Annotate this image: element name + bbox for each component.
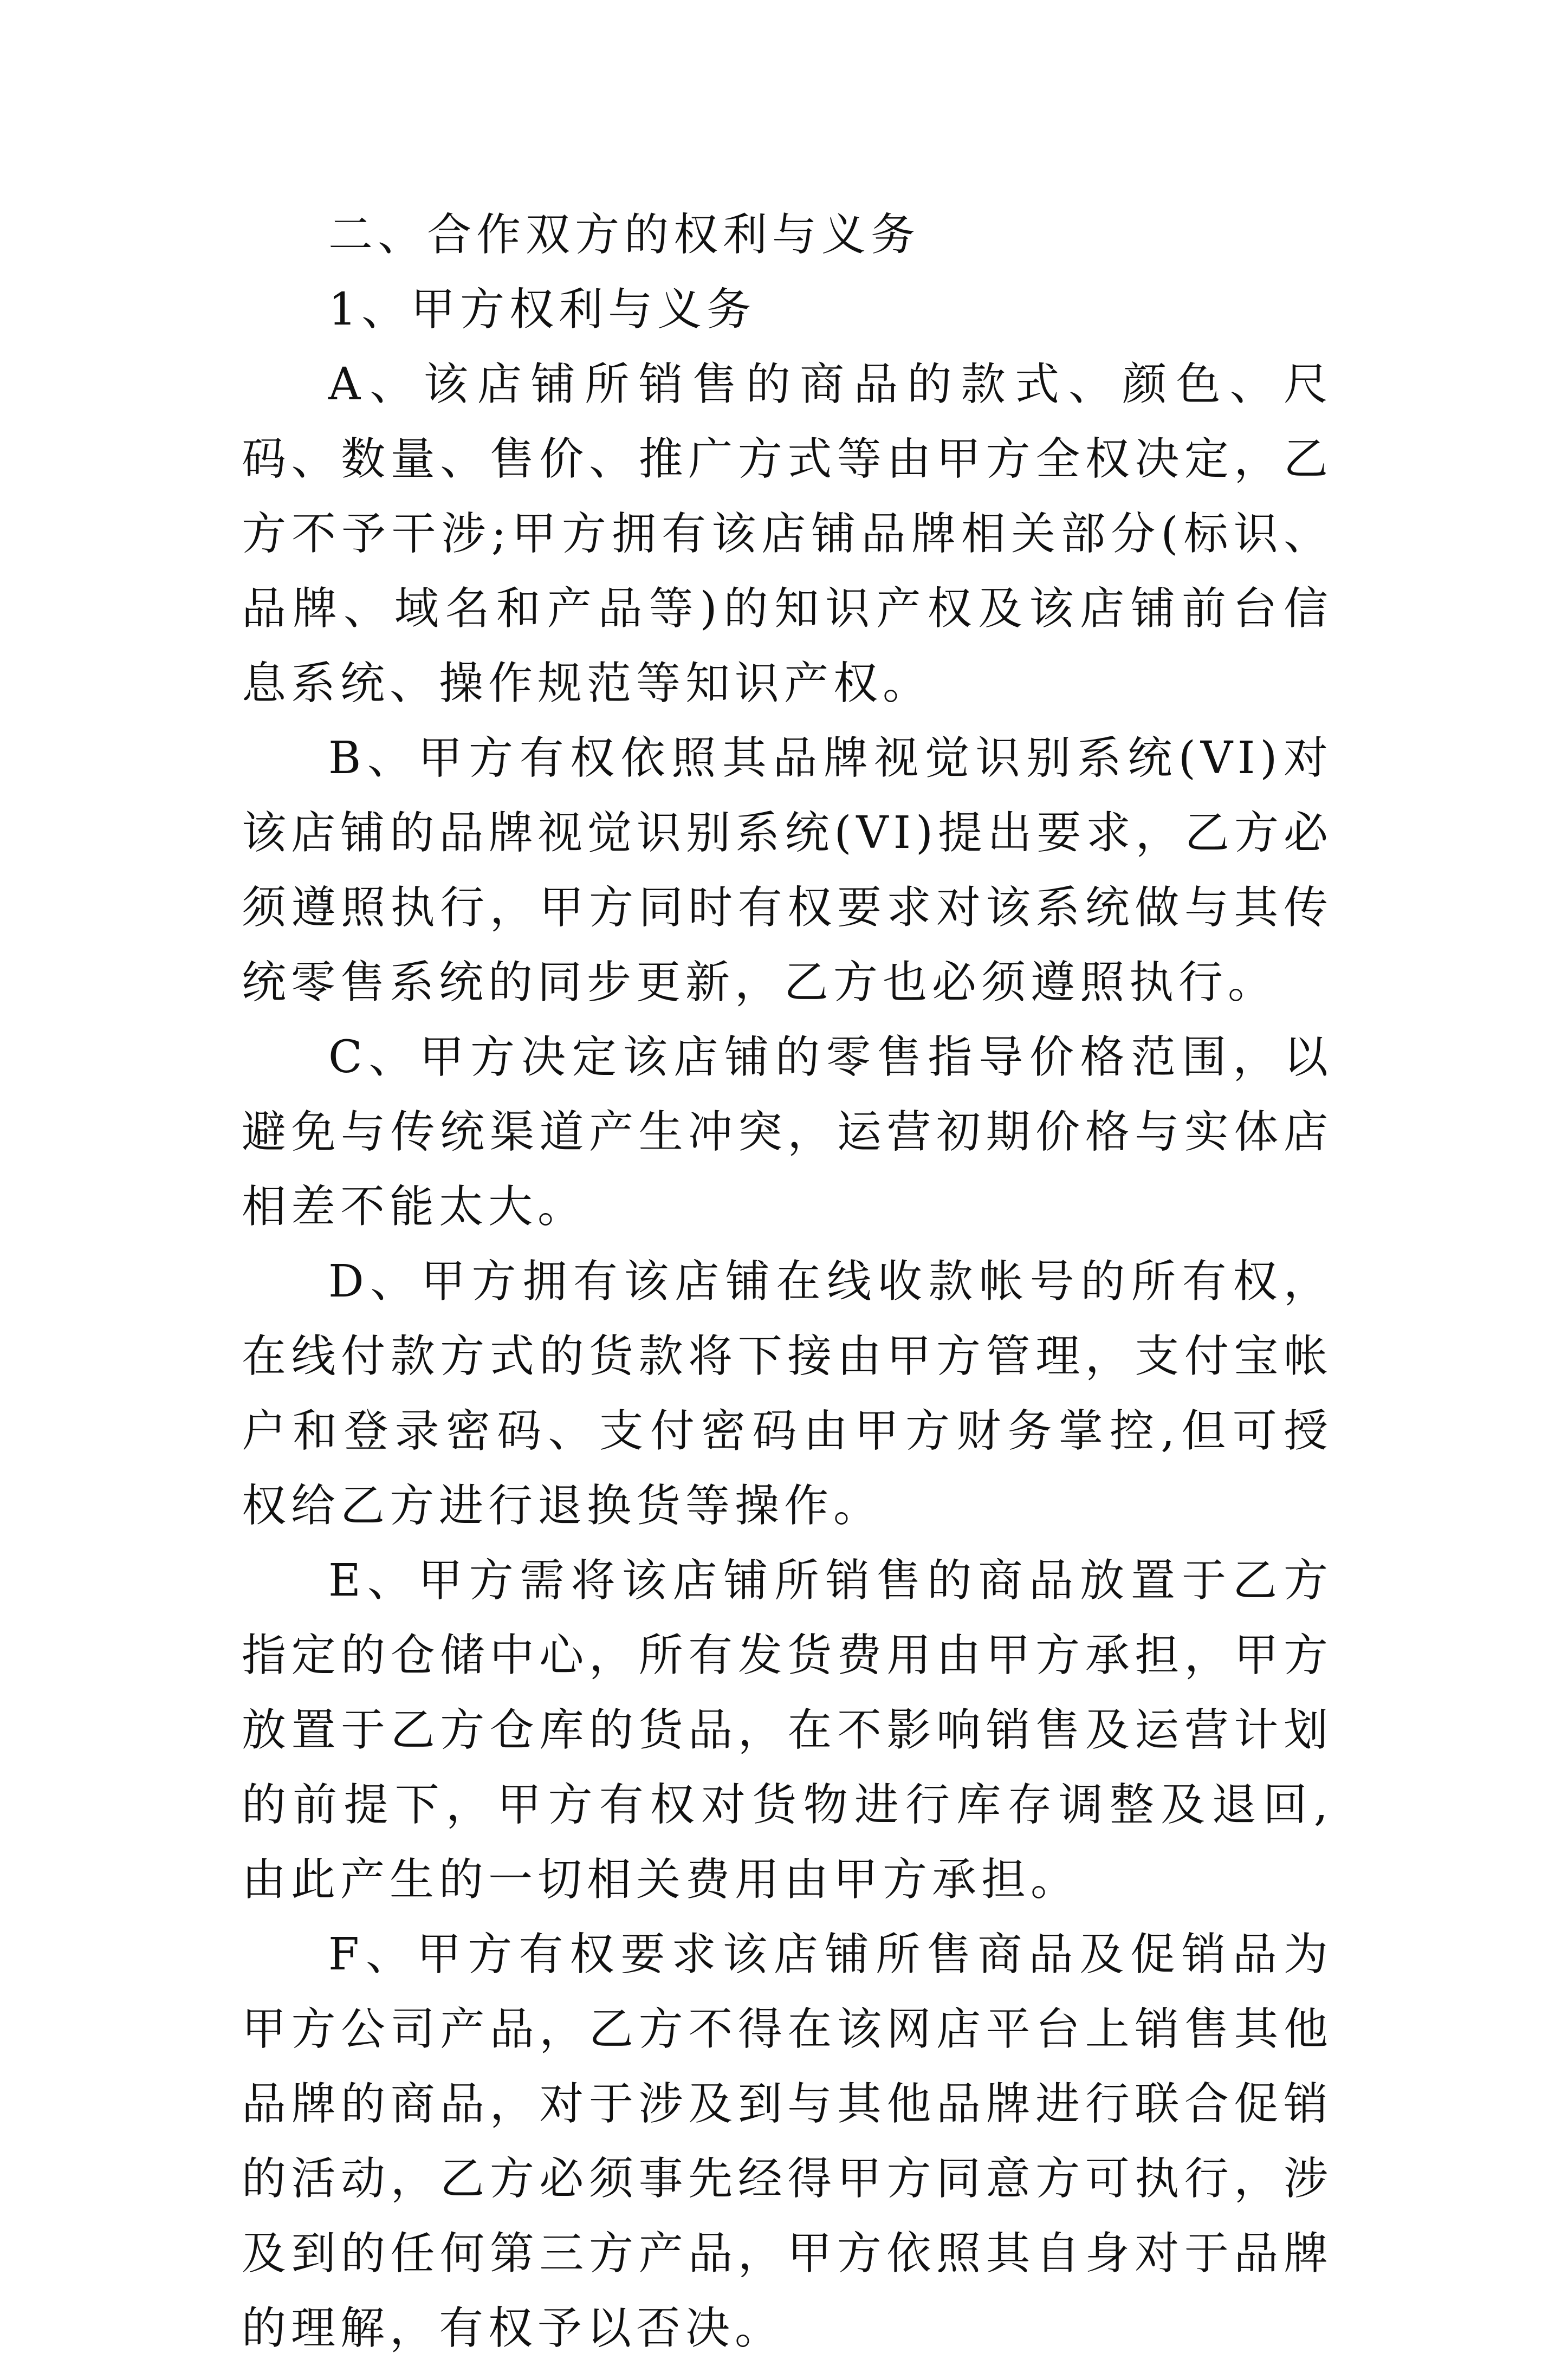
clause-d: D、甲方拥有该店铺在线收款帐号的所有权，在线付款方式的货款将下接由甲方管理，支付宝帐户和登录密码、支付密码由甲方财务掌控,但可授权给乙方进行退换货等操作。 xyxy=(242,1256,1333,1532)
clause-c: C、甲方决定该店铺的零售指导价格范围，以避免与传统渠道产生冲突，运营初期价格与实体店相差不能太大。 xyxy=(242,1032,1333,1233)
clause-e: E、甲方需将该店铺所销售的商品放置于乙方指定的仓储中心，所有发货费用由甲方承担，甲方放置于乙方仓库的货品，在不影响销售及运营计划的前提下，甲方有权对货物进行库存调整及退回,由此产生的一切相关费用由甲方承担。 xyxy=(242,1555,1333,1905)
clause-b: B、甲方有权依照其品牌视觉识别系统(VI)对该店铺的品牌视觉识别系统(VI)提出要求，乙方必须遵照执行，甲方同时有权要求对该系统做与其传统零售系统的同步更新，乙方也必须遵照执行。 xyxy=(242,733,1333,1008)
clause-f: F、甲方有权要求该店铺所售商品及促销品为甲方公司产品，乙方不得在该网店平台上销售其他品牌的商品，对于涉及到与其他品牌进行联合促销的活动，乙方必须事先经得甲方同意方可执行，涉及到的任何第三方产品，甲方依照其自身对于品牌的理解，有权予以否决。 xyxy=(242,1929,1333,2354)
clause-a: A、该店铺所销售的商品的款式、颜色、尺码、数量、售价、推广方式等由甲方全权决定，乙方不予干涉;甲方拥有该店铺品牌相关部分(标识、品牌、域名和产品等)的知识产权及该店铺前台信息系统、操作规范等知识产权。 xyxy=(242,359,1333,709)
section-heading: 二、合作双方的权利与义务 xyxy=(328,209,921,261)
subsection-heading: 1、甲方权利与义务 xyxy=(328,284,756,335)
document-body xyxy=(242,198,1333,2366)
